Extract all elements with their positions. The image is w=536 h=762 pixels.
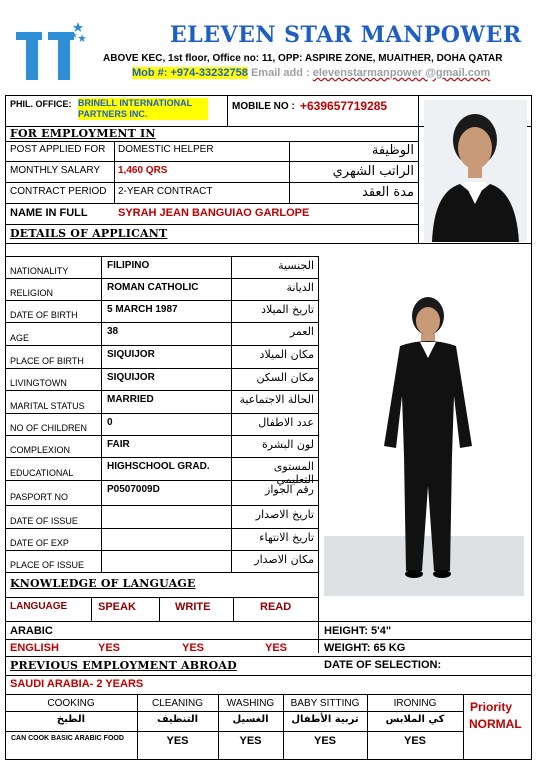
livingtown-arabic: مكان السكن (256, 371, 314, 384)
office-label: PHIL. OFFICE: (10, 99, 72, 109)
marital-status-value: MARRIED (107, 394, 154, 405)
pasport-no-value: P0507009D (107, 484, 160, 495)
skill-arabic-washing: الغسيل (232, 714, 269, 725)
company-mobile: Mob #: +974-33232758 (132, 67, 248, 79)
weight-value: WEIGHT: 65 KG (324, 642, 406, 654)
office-mobile: +639657719285 (300, 99, 388, 113)
date-of-birth-value: 5 MARCH 1987 (107, 304, 178, 315)
contract-arabic: مدة العقد (362, 185, 414, 200)
language-header-write: WRITE (175, 601, 211, 613)
skill-header-cleaning: CLEANING (151, 698, 204, 709)
post-applied-value: DOMESTIC HELPER (118, 144, 214, 155)
applicant-full-body-photo (324, 296, 524, 596)
salary-value: 1,460 QRS (118, 165, 168, 176)
skill-value-cooking: CAN COOK BASIC ARABIC FOOD (11, 735, 124, 742)
educational-arabic: المستوى التعليمي (273, 460, 314, 486)
skill-arabic-baby-sitting: تربية الأطفال (291, 714, 359, 725)
company-name: ELEVEN STAR MANPOWER (170, 22, 522, 48)
age-label: AGE (10, 332, 30, 343)
place-of-birth-arabic: مكان الميلاد (259, 348, 314, 361)
skill-header-washing: WASHING (226, 698, 275, 709)
date-of-exp-label: DATE OF EXP (10, 538, 69, 548)
full-name-value: SYRAH JEAN BANGUIAO GARLOPE (118, 207, 310, 219)
skill-arabic-cleaning: التنظيف (156, 714, 199, 725)
previous-employment-title: PREVIOUS EMPLOYMENT ABROAD (10, 659, 237, 672)
marital-status-arabic: الحالة الاجتماعية (239, 393, 314, 406)
skill-value-baby-sitting: YES (313, 735, 336, 747)
salary-label: MONTHLY SALARY (10, 165, 101, 176)
date-of-selection: DATE OF SELECTION: (324, 659, 442, 671)
pasport-no-arabic: رقم الجواز (265, 483, 314, 496)
nationality-arabic: الجنسية (278, 259, 314, 272)
full-name-label: NAME IN FULL (10, 207, 88, 219)
priority-value: NORMAL (469, 717, 522, 731)
religion-label: RELIGION (10, 288, 54, 298)
no-of-children-value: 0 (107, 417, 113, 428)
place-of-birth-label: PLACE OF BIRTH (10, 355, 84, 366)
priority-label: Priority (470, 700, 513, 714)
skill-value-ironing: YES (403, 735, 426, 747)
educational-value: HIGHSCHOOL GRAD. (107, 461, 210, 472)
language-header-language: LANGUAGE (10, 601, 68, 612)
date-of-issue-label: DATE OF ISSUE (10, 515, 78, 526)
place-of-issue-arabic: مكان الاصدار (254, 553, 314, 566)
english-write: YES (182, 642, 205, 654)
pasport-no-label: PASPORT NO (10, 491, 69, 502)
skill-value-washing: YES (239, 735, 262, 747)
office-name: BRINELL INTERNATIONAL PARTNERS INC. (78, 98, 208, 120)
livingtown-value: SIQUIJOR (107, 372, 155, 383)
religion-arabic: الديانة (286, 281, 314, 294)
language-arabic: ARABIC (10, 625, 53, 637)
skill-header-ironing: IRONING (393, 698, 437, 709)
date-of-issue-arabic: تاريخ الاصدار (255, 508, 314, 521)
skill-header-cooking: COOKING (47, 698, 95, 709)
previous-employment-value: SAUDI ARABIA- 2 YEARS (10, 678, 144, 690)
post-applied-arabic: الوظيفة (371, 143, 414, 158)
email-label: Email add : (250, 67, 310, 79)
language-english: ENGLISH (10, 642, 59, 654)
date-of-exp-arabic: تاريخ الانتهاء (259, 531, 314, 544)
company-logo (12, 18, 88, 84)
language-header-speak: SPEAK (98, 601, 136, 613)
office-mobile-label: MOBILE NO : (232, 101, 295, 112)
contact-line (132, 67, 490, 79)
complexion-value: FAIR (107, 439, 130, 450)
no-of-children-label: NO OF CHILDREN (10, 423, 88, 433)
age-arabic: العمر (289, 325, 314, 338)
complexion-label: COMPLEXION (10, 445, 71, 455)
skill-arabic-ironing: كي الملابس (385, 714, 445, 725)
nationality-value: FILIPINO (107, 260, 150, 271)
place-of-birth-value: SIQUIJOR (107, 349, 155, 360)
skill-value-cleaning: YES (166, 735, 189, 747)
complexion-arabic: لون البشرة (262, 438, 314, 451)
livingtown-label: LIVINGTOWN (10, 378, 67, 388)
english-speak: YES (98, 642, 121, 654)
language-header-read: READ (260, 601, 292, 613)
details-title: DETAILS OF APPLICANT (10, 227, 168, 240)
post-applied-label: POST APPLIED FOR (10, 144, 106, 155)
company-email[interactable]: elevenstarmanpower @gmail.com (312, 67, 491, 79)
contract-label: CONTRACT PERIOD (10, 186, 107, 197)
age-value: 38 (107, 326, 119, 337)
educational-label: EDUCATIONAL (10, 467, 74, 478)
place-of-issue-label: PLACE OF ISSUE (10, 560, 85, 570)
date-of-birth-arabic: تاريخ الميلاد (261, 303, 314, 316)
language-title: KNOWLEDGE OF LANGUAGE (10, 577, 196, 590)
contract-value: 2-YEAR CONTRACT (118, 186, 213, 197)
applicant-portrait-photo (424, 100, 527, 242)
company-address: ABOVE KEC, 1st floor, Office no: 11, OPP: ASPIRE ZONE, MUAITHER, DOHA QATAR (103, 53, 503, 64)
date-of-birth-label: DATE OF BIRTH (10, 310, 78, 320)
no-of-children-arabic: عدد الاطفال (258, 416, 314, 429)
salary-arabic: الراتب الشهري (332, 164, 414, 179)
skill-header-baby-sitting: BABY SITTING (290, 698, 360, 709)
employment-title: FOR EMPLOYMENT IN (10, 127, 156, 140)
religion-value: ROMAN CATHOLIC (107, 282, 199, 293)
nationality-label: NATIONALITY (10, 266, 69, 276)
skill-arabic-cooking: الطبخ (56, 714, 86, 725)
marital-status-label: MARITAL STATUS (10, 400, 85, 411)
english-read: YES (265, 642, 288, 654)
height-value: HEIGHT: 5'4" (324, 625, 392, 637)
